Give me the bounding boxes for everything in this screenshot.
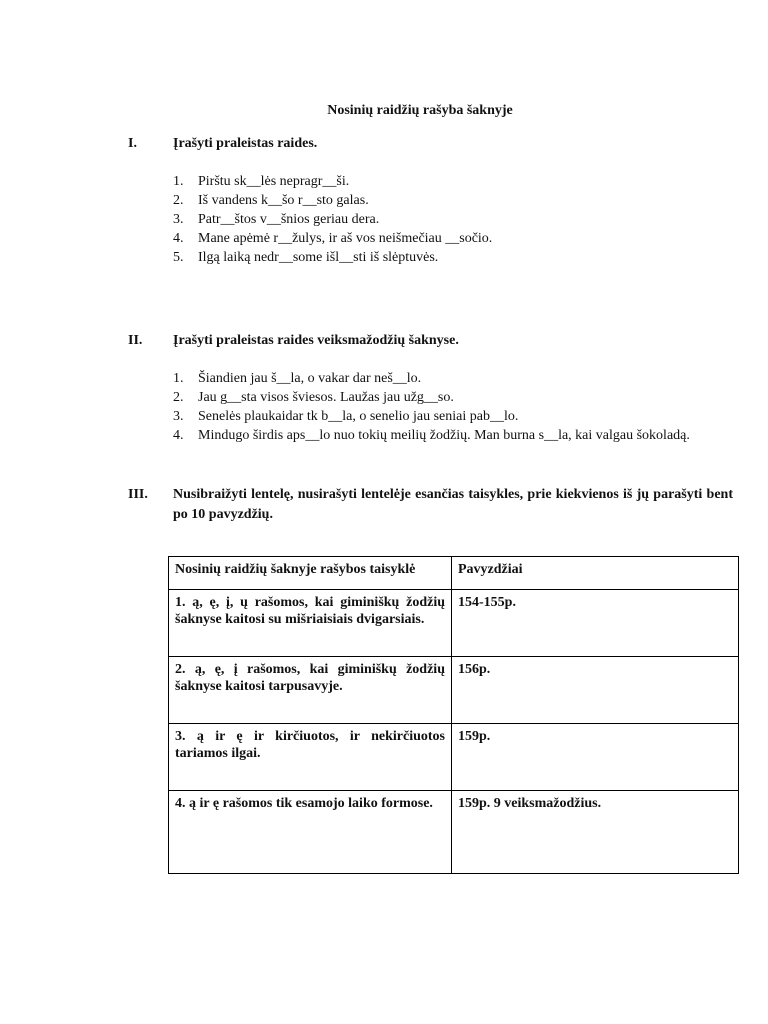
page-title: Nosinių raidžių rašyba šaknyje [327, 103, 513, 118]
list-item [173, 369, 731, 388]
item-text: Šiandien jau š__la, o vakar dar neš__lo. [198, 371, 422, 386]
item-text: Jau g__sta visos šviesos. Laužas jau užg__so. [198, 390, 454, 405]
section-1-list [173, 172, 731, 267]
examples-cell: 159p. 9 veiksmažodžius. [452, 791, 739, 874]
rule-cell: 1. ą, ę, į, ų rašomos, kai giminiškų žodžių šaknyse kaitosi su mišriaisiais dvigarsiais. [169, 590, 452, 657]
list-item [173, 191, 731, 210]
column-header-rule: Nosinių raidžių šaknyje rašybos taisyklė [169, 557, 452, 590]
list-item [173, 172, 731, 191]
table-row [169, 791, 739, 874]
examples-cell: 159p. [452, 724, 739, 791]
item-text: Iš vandens k__šo r__sto galas. [198, 193, 369, 208]
item-text: Ilgą laiką nedr__some išl__sti iš slėptuvės. [198, 250, 439, 265]
list-item [173, 248, 731, 267]
examples-cell: 156p. [452, 657, 739, 724]
table-row [169, 657, 739, 724]
item-text: Pirštu sk__lės nepragr__ši. [198, 174, 350, 189]
item-number: 3. [173, 409, 184, 424]
list-item [173, 229, 731, 248]
section-heading-text: Nusibraižyti lentelę, nusirašyti lentelėje esančias taisykles, prie kiekvienos iš jų parašyti bent po 10 pavyzdžių. [173, 487, 733, 522]
rule-cell: 2. ą, ę, į rašomos, kai giminiškų žodžių šaknyse kaitosi tarpusavyje. [169, 657, 452, 724]
item-text: Senelės plaukaidar tk b__la, o senelio jau seniai pab__lo. [198, 409, 519, 424]
item-number: 1. [173, 174, 184, 189]
item-number: 5. [173, 250, 184, 265]
column-header-examples: Pavyzdžiai [452, 557, 739, 590]
examples-cell: 154-155p. [452, 590, 739, 657]
table-row [169, 724, 739, 791]
table-row [169, 590, 739, 657]
list-item [173, 388, 731, 407]
item-text: Mane apėmė r__žulys, ir aš vos neišmečiau __sočio. [198, 231, 493, 246]
list-item [173, 210, 731, 229]
section-number: II. [128, 333, 143, 348]
list-item [173, 426, 731, 445]
section-number: III. [128, 487, 148, 502]
table-header-row [169, 557, 739, 590]
item-number: 4. [173, 428, 184, 443]
item-number: 2. [173, 390, 184, 405]
item-text: Patr__štos v__šnios geriau dera. [198, 212, 380, 227]
list-item [173, 407, 731, 426]
section-2-list [173, 369, 731, 445]
rules-table [168, 556, 739, 874]
item-number: 2. [173, 193, 184, 208]
item-text: Mindugo širdis aps__lo nuo tokių meilių žodžių. Man burna s__la, kai valgau šokoladą. [198, 428, 690, 443]
rule-cell: 4. ą ir ę rašomos tik esamojo laiko formose. [169, 791, 452, 874]
section-heading-text: Įrašyti praleistas raides. [173, 136, 318, 151]
item-number: 4. [173, 231, 184, 246]
item-number: 3. [173, 212, 184, 227]
rule-cell: 3. ą ir ę ir kirčiuotos, ir nekirčiuotos tariamos ilgai. [169, 724, 452, 791]
section-heading-text: Įrašyti praleistas raides veiksmažodžių šaknyse. [173, 333, 459, 348]
section-number: I. [128, 136, 137, 151]
item-number: 1. [173, 371, 184, 386]
